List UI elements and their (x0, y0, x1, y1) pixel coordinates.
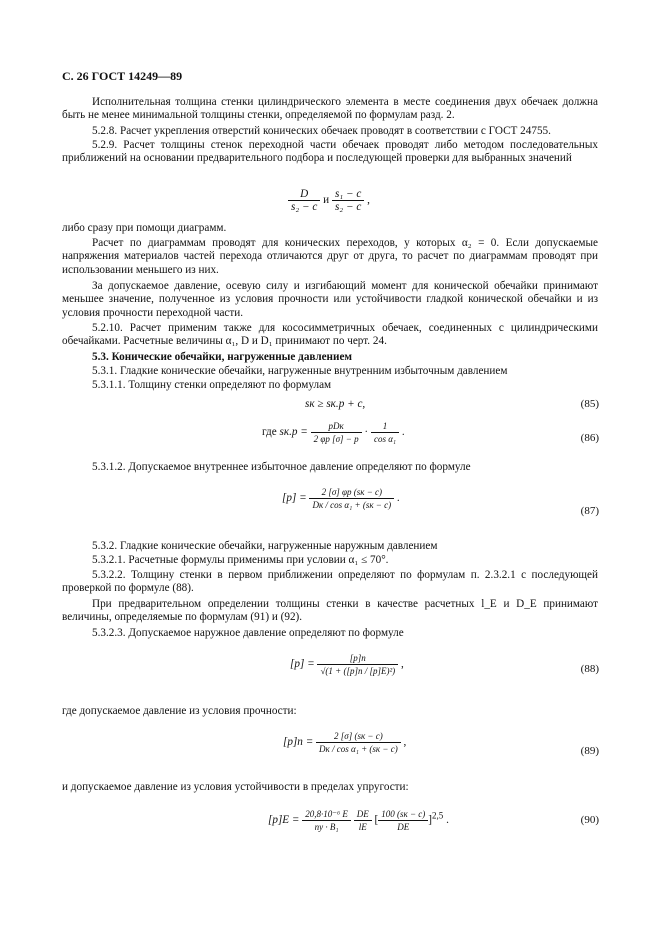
paragraph: За допускаемое давление, осевую силу и изгибающий момент для конической обечайки принимают меньшее значение, полученное из условия прочности или устойчивости гладкой конической обечайки и из условия прочности переходной части. (62, 280, 598, 319)
equation-number: (86) (580, 432, 599, 444)
formula-89: [p]п = $\frac{2 [\sigma] (sк - c)}{\text{Dк / cos α₁ + (sк − c)}}$ , (283, 731, 407, 754)
paragraph: 5.3.1.2. Допускаемое внутреннее избыточное давление определяют по формуле (92, 461, 471, 473)
paragraph: 5.3.2.1. Расчетные формулы применимы при условии α₁ ≤ 70°. (92, 554, 389, 566)
formula-85: sк ≥ sк.р + c, (305, 398, 366, 410)
paragraph: 5.2.10. Расчет применим также для кососимметричных обечаек, соединенных с цилиндрическими обечайками. Расчетные величины α₁, D и D₁ принимают по черт. 24. (62, 322, 598, 348)
formula-87: [p] = $\frac{2 [\sigma] \varphi р (sк - c)}{\text{Dк / cos α₁ + (sк − c)}}$ . (282, 487, 400, 510)
paragraph: 5.3.2.2. Толщину стенки в первом приближении определяют по формулам п. 2.3.2.1 с последующей проверкой по формуле (88). (62, 569, 598, 595)
formula-90: [p]E = $\frac{\text{20,8·10⁻⁶ E}}{\text{ny · B₁}}$ $\frac{DE}{lE}$ [ $\frac{100 (sк - c)}{DE}$ ]$^{2,5}$ . (268, 809, 449, 832)
paragraph: 5.2.9. Расчет толщины стенок переходной части обечаек проводят либо методом последовательных приближений на основании предварительного подбора и последующей проверки для выбранных значений (62, 139, 598, 165)
paragraph: Исполнительная толщина стенки цилиндрического элемента в месте соединения двух обечаек должна быть не менее минимальной толщины стенки, определяемой по формулам разд. 2. (62, 96, 598, 122)
formula-86: где sк.р = $\frac{\text{pDк}}{2 \varphi р [\sigma] - p}$ · $\frac{1}{\text{cos α₁}}$ . (262, 421, 405, 444)
paragraph: 5.3.1.1. Толщину стенки определяют по формулам (92, 379, 332, 391)
paragraph: 5.3.2. Гладкие конические обечайки, нагруженные наружным давлением (92, 540, 438, 552)
paragraph: 5.3.2.3. Допускаемое наружное давление определяют по формуле (92, 627, 404, 639)
ratio-formula: $\frac{D}{\text{s₂ − c}}$ и $\frac{\text{s₁ − c}}{\text{s₂ − c}}$ , (288, 188, 370, 213)
equation-number: (87) (580, 505, 599, 517)
paragraph: 5.2.8. Расчет укрепления отверстий конических обечаек проводят в соответствии с ГОСТ 24755. (92, 125, 551, 137)
formula-88: [p] = $\frac{[p]п}{\text{√(1 + ([p]п / [p]E)²)}}$ , (290, 653, 404, 676)
equation-number: (85) (580, 398, 599, 410)
paragraph: и допускаемое давление из условия устойчивости в пределах упругости: (62, 781, 409, 793)
paragraph: 5.3.1. Гладкие конические обечайки, нагруженные внутренним избыточным давлением (92, 365, 508, 377)
paragraph: либо сразу при помощи диаграмм. (62, 222, 227, 234)
paragraph: Расчет по диаграммам проводят для конических переходов, у которых α₂ = 0. Если допускаемые напряжения материалов частей перехода отличаются друг от друга, то расчет по диаграммам проводят при использовании меньшего из них. (62, 237, 598, 276)
equation-number: (90) (580, 814, 599, 826)
section-heading: 5.3. Конические обечайки, нагруженные давлением (92, 351, 353, 363)
page-header: С. 26 ГОСТ 14249—89 (62, 69, 183, 83)
paragraph: где допускаемое давление из условия прочности: (62, 705, 297, 717)
equation-number: (89) (580, 745, 599, 757)
equation-number: (88) (580, 663, 599, 675)
paragraph: При предварительном определении толщины стенки в качестве расчетных l_E и D_E принимают величины, определяемые по формулам (91) и (92). (62, 598, 598, 624)
